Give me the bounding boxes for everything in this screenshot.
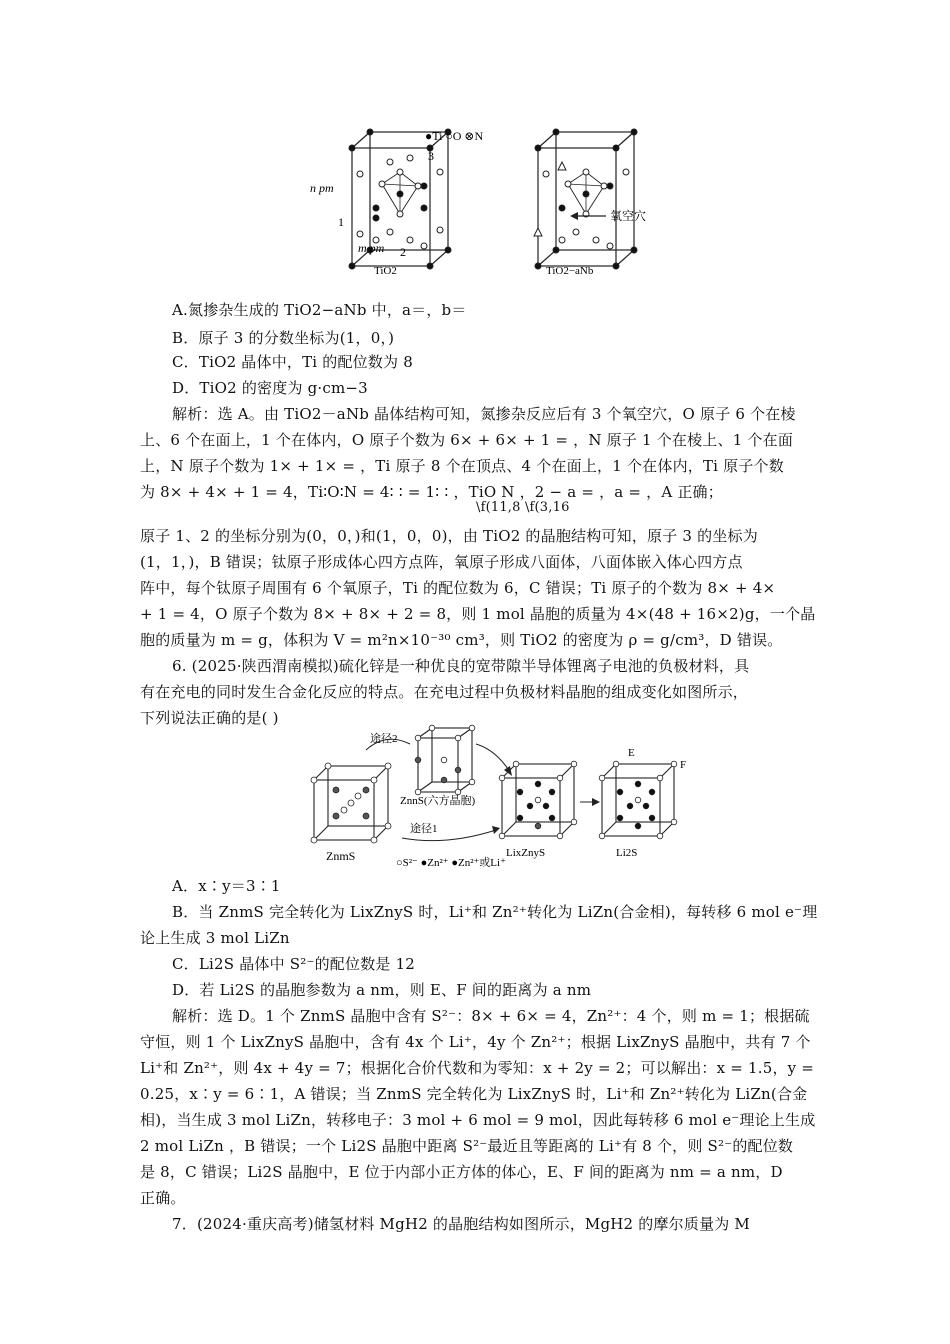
tio2-doped-atoms — [534, 129, 637, 269]
q6-analysis-line: 正确。 — [140, 1189, 186, 1207]
caption-tio2-doped: TiO2−aNb — [546, 265, 594, 277]
q6-analysis-line: 守恒，则 1 个 LixZnyS 晶胞中，含有 4x 个 Li⁺，4y 个 Zn²⁺；根据 LixZnyS 晶胞中，共有 7 个 — [140, 1033, 811, 1051]
lixznys-label: LixZnyS — [506, 847, 546, 859]
q6-analysis-line: Li⁺和 Zn²⁺，则 4x + 4y = 7；根据化合价代数和为零知：x + 2y = 2；可以解出：x = 1.5，y = — [140, 1059, 815, 1077]
q6-stem-line: 有在充电的同时发生合金化反应的特点。在充电过程中负极材料晶胞的组成变化如图所示， — [140, 683, 749, 701]
q6-analysis-line: 解析：选 D。1 个 ZnmS 晶胞中含有 S²⁻：8× + 6× = 4，Zn²⁺：4 个，则 m = 1；根据硫 — [172, 1007, 810, 1025]
q5-analysis-line: 胞的质量为 m = g，体积为 V = m²n×10⁻³⁰ cm³，则 TiO2 的密度为 ρ = g/cm³，D 错误。 — [140, 631, 783, 649]
hex-label: ZnnS(六方晶胞) — [400, 795, 476, 807]
q6-analysis-line: 2 mol LiZn ，B 错误；一个 Li2S 晶胞中距离 S²⁻最近且等距离的 Li⁺有 8 个，则 S²⁻的配位数 — [140, 1137, 794, 1155]
q5-analysis-line: 为 8× + 4× + 1 = 4，Ti∶O∶N = 4∶ ∶ = 1∶ ∶ ，TiO N ，2 − a = ，a = ，A 正确； — [140, 483, 723, 501]
label-atom-1: 1 — [338, 215, 344, 229]
label-atom-2: 2 — [400, 245, 406, 259]
q5-analysis-line: 阵中，每个钛原子周围有 6 个氧原子，Ti 的配位数为 6，C 错误；Ti 原子的个数为 8× + 4× — [140, 579, 776, 597]
label-atom-3: 3 — [428, 149, 434, 163]
q6-option-b: B．当 ZnmS 完全转化为 LixZnyS 时，Li⁺和 Zn²⁺转化为 LiZn(合金相)，每转移 6 mol e⁻理 — [172, 903, 818, 921]
tio2-crystal-figure — [310, 122, 650, 282]
caption-tio2: TiO2 — [374, 265, 397, 277]
q6-analysis-line: 0.25，x∶y = 6∶1，A 错误；当 ZnmS 完全转化为 LixZnyS 时，Li⁺和 Zn²⁺转化为 LiZn(合金 — [140, 1085, 808, 1103]
zns-conversion-figure — [306, 720, 706, 870]
zns-label: ZnmS — [326, 849, 356, 863]
q6-stem-line: 6. (2025·陕西渭南模拟)硫化锌是一种优良的宽带隙半导体锂离子电池的负极材料，具 — [172, 657, 750, 675]
label-f: F — [680, 759, 687, 771]
q6-stem-line: 下列说法正确的是( ) — [140, 709, 279, 727]
q5-option-d: D．TiO2 的密度为 g·cm−3 — [172, 379, 368, 397]
q6-option-c: C．Li2S 晶体中 S²⁻的配位数是 12 — [172, 955, 416, 973]
path1-label: 途径1 — [410, 823, 438, 835]
zns-legend: ○S²⁻ ●Zn²⁺ ●Zn²⁺或Li⁺ — [396, 857, 506, 869]
label-n-pm: n pm — [310, 181, 334, 195]
li2s-label: Li2S — [616, 847, 638, 859]
q5-analysis-line: + 1 = 4，O 原子个数为 8× + 8× + 2 = 8，则 1 mol 晶胞的质量为 4×(48 + 16×2)g，一个晶 — [140, 605, 816, 623]
q7-stem: 7．(2024·重庆高考)储氢材料 MgH2 的晶胞结构如图所示，MgH2 的摩尔质量为 M — [172, 1215, 750, 1233]
q5-analysis-line: 解析：选 A。由 TiO2－aNb 晶体结构可知，氮掺杂反应后有 3 个氧空穴，O 原子 6 个在棱 — [172, 405, 796, 423]
q5-analysis-fraction-residue: \f(11,8 \f(3,16 — [476, 500, 570, 515]
vacancy-label: 氧空穴 — [610, 209, 647, 223]
q5-analysis-line: 原子 1、2 的坐标分别为(0，0，)和(1，0，0)，由 TiO2 的晶胞结构可知，原子 3 的坐标为 — [140, 527, 758, 545]
q5-option-b: B．原子 3 的分数坐标为(1，0，) — [172, 329, 395, 347]
q5-option-c: C．TiO2 晶体中，Ti 的配位数为 8 — [172, 353, 413, 371]
q5-analysis-line: 上、6 个在面上，1 个在体内，O 原子个数为 6× + 6× + 1 = ，N 原子 1 个在棱上、1 个在面 — [140, 431, 794, 449]
q6-analysis-line: 是 8，C 错误；Li2S 晶胞中，E 位于内部小正方体的体心，E、F 间的距离为 nm = a nm，D — [140, 1163, 783, 1181]
q5-option-a: A.氮掺杂生成的 TiO2−aNb 中，a＝，b＝ — [172, 301, 467, 319]
tio2-doped-cell-diagram — [538, 132, 634, 266]
q6-analysis-line: 相)，当生成 3 mol LiZn，转移电子：3 mol + 6 mol = 9 mol，因此每转移 6 mol e⁻理论上生成 — [140, 1111, 816, 1129]
q6-option-a: A．x∶y＝3∶1 — [172, 877, 281, 895]
label-e: E — [628, 747, 635, 759]
q5-analysis-line: 上，N 原子个数为 1× + 1× = ，Ti 原子 8 个在顶点、4 个在面上，1 个在体内，Ti 原子个数 — [140, 457, 784, 475]
legend-text: ●Ti ○O ⊗N — [425, 129, 484, 143]
label-m-pm: m pm — [358, 241, 385, 255]
q6-option-b-cont: 论上生成 3 mol LiZn — [140, 929, 290, 947]
q6-option-d: D．若 Li2S 的晶胞参数为 a nm，则 E、F 间的距离为 a nm — [172, 981, 592, 999]
path2-label: 途径2 — [370, 733, 398, 745]
q5-analysis-line: (1，1，)，B 错误；钛原子形成体心四方点阵，氧原子形成八面体，八面体嵌入体心四方点 — [140, 553, 743, 571]
